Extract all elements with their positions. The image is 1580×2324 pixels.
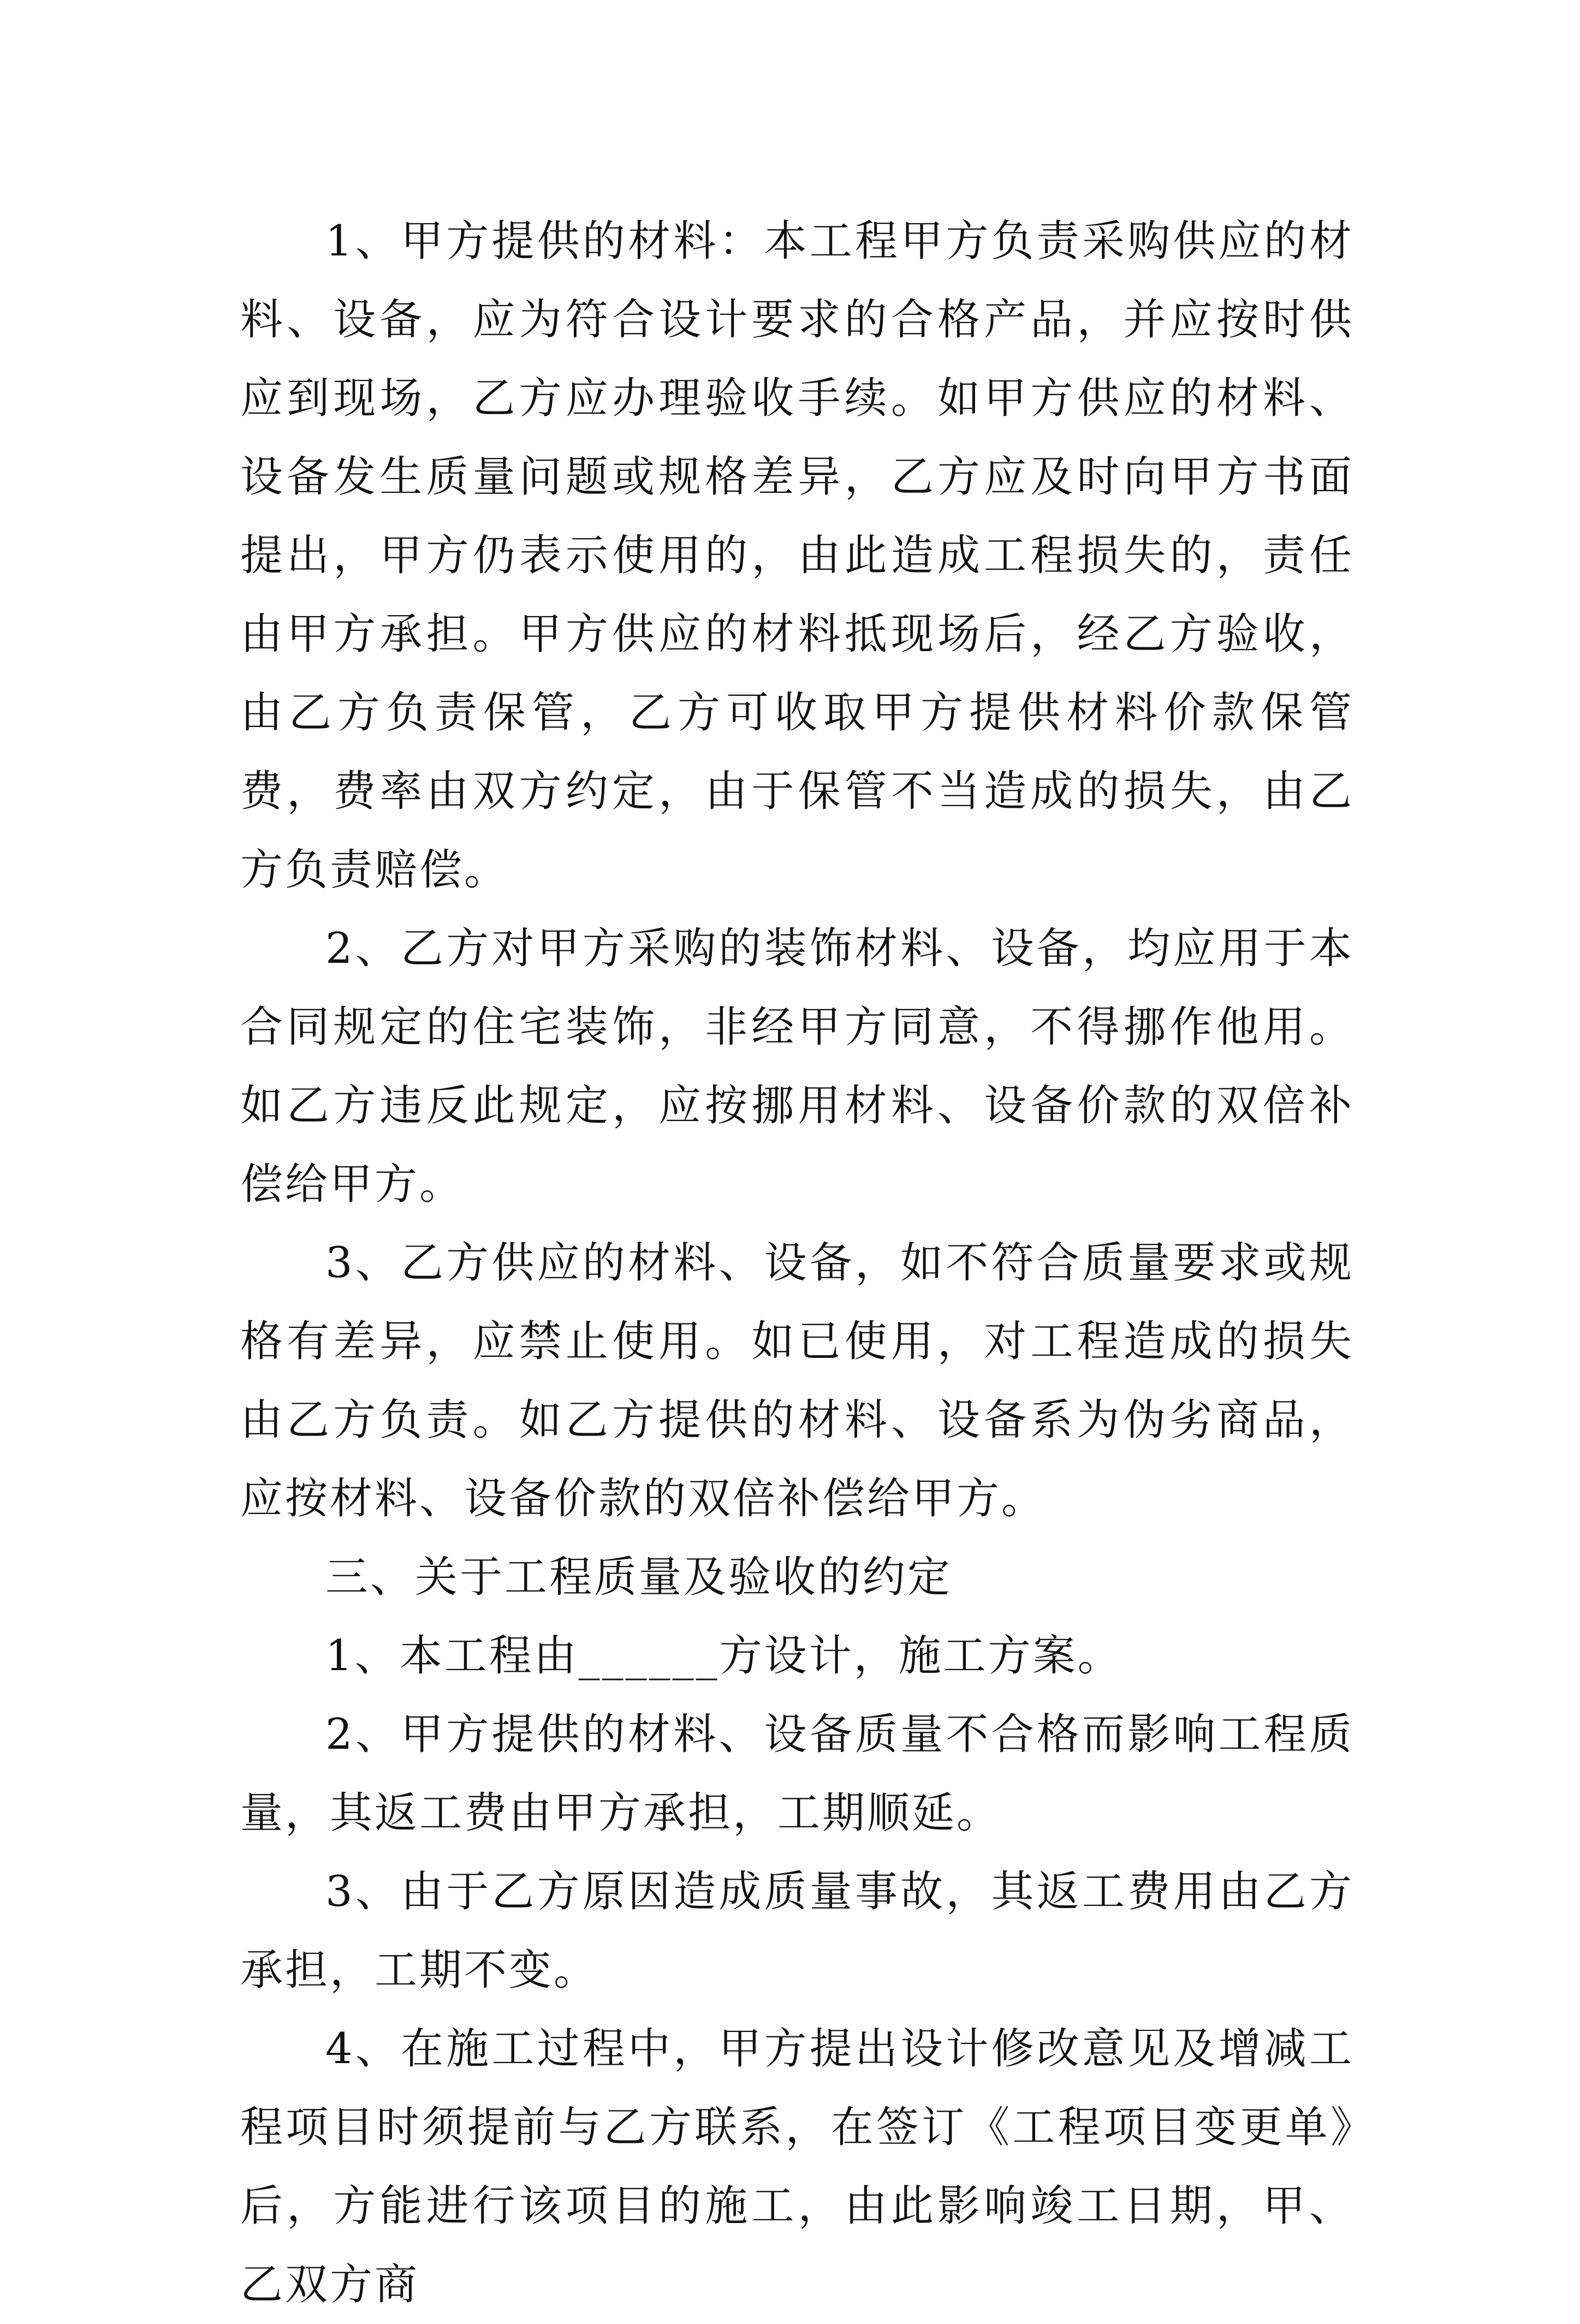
paragraph-design-party: 1、本工程由______方设计，施工方案。 [325, 1631, 1122, 1681]
document-body [240, 202, 1354, 2324]
paragraph-material-quality: 3、乙方供应的材料、设备，如不符合质量要求或规格有差异，应禁止使用。如已使用，对工程造成的损失由乙方负责。如乙方提供的材料、设备系为伪劣商品，应按材料、设备价款的双倍补偿给甲方。 [240, 1238, 1354, 1523]
section-heading-quality-acceptance: 三、关于工程质量及验收的约定 [325, 1553, 953, 1602]
paragraph-material-supply: 1、甲方提供的材料：本工程甲方负责采购供应的材料、设备，应为符合设计要求的合格产品，并应按时供应到现场，乙方应办理验收手续。如甲方供应的材料、设备发生质量问题或规格差异，乙方应及时向甲方书面提出，甲方仍表示使用的，由此造成工程损失的，责任由甲方承担。甲方供应的材料抵现场后，经乙方验收，由乙方负责保管，乙方可收取甲方提供材料价款保管费，费率由双方约定，由于保管不当造成的损失，由乙方负责赔偿。 [240, 217, 1354, 895]
paragraph-rework-party-a: 2、甲方提供的材料、设备质量不合格而影响工程质量，其返工费由甲方承担，工期顺延。 [240, 1710, 1354, 1838]
paragraph-design-changes: 4、在施工过程中，甲方提出设计修改意见及增减工程项目时须提前与乙方联系，在签订《工程项目变更单》后，方能进行该项目的施工，由此影响竣工日期，甲、乙双方商 [240, 2024, 1354, 2309]
paragraph-material-usage: 2、乙方对甲方采购的装饰材料、设备，均应用于本合同规定的住宅装饰，非经甲方同意，不得挪作他用。如乙方违反此规定，应按挪用材料、设备价款的双倍补偿给甲方。 [240, 924, 1354, 1209]
paragraph-rework-party-b: 3、由于乙方原因造成质量事故，其返工费用由乙方承担，工期不变。 [240, 1867, 1354, 1995]
